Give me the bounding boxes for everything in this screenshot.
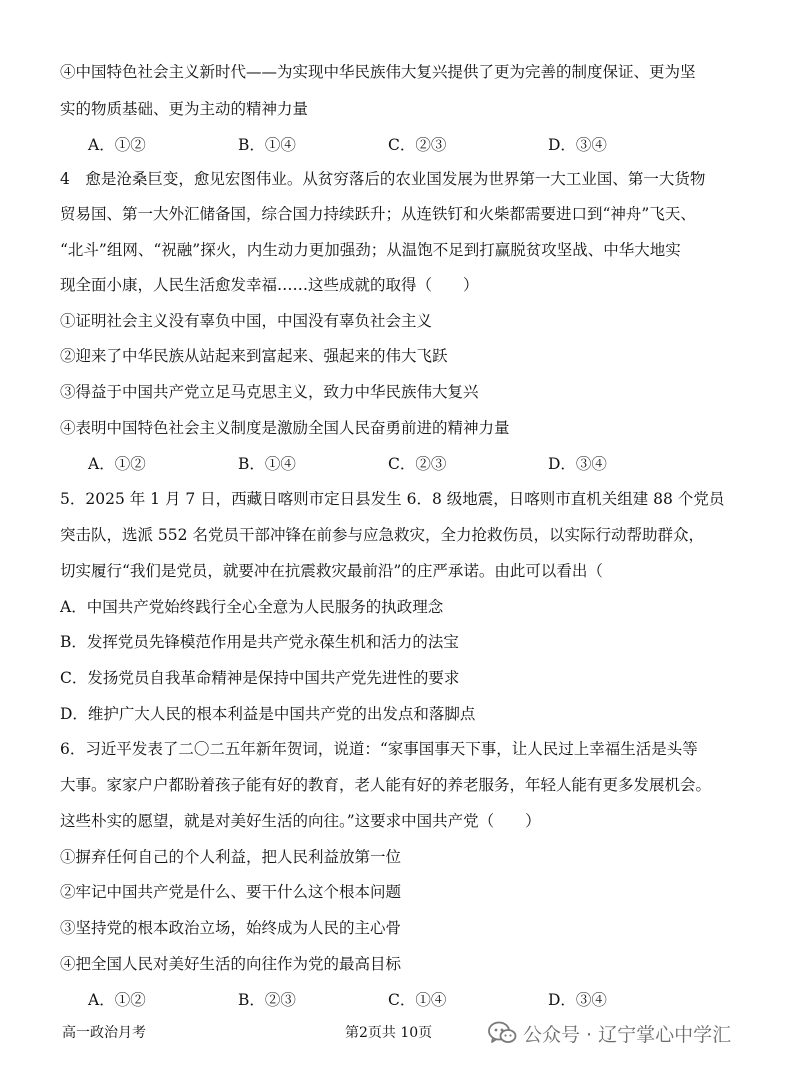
q3-choice-c: C．②③ [388, 136, 447, 154]
q6-stem-line-3: 这些朴实的愿望，就是对美好生活的向往。”这要求中国共产党（ ） [60, 812, 541, 830]
wechat-watermark [487, 1016, 772, 1050]
q4-option-4: ④表明中国特色社会主义制度是激励全国人民奋勇前进的精神力量 [60, 419, 510, 437]
q4-stem-line-2: 贸易国、第一大外汇储备国，综合国力持续跃升；从连铁钉和火柴都需要进口到“神舟”飞天、 [60, 205, 696, 223]
q4-stem-line-1: 4 愈是沧桑巨变，愈见宏图伟业。从贫穷落后的农业国发展为世界第一大工业国、第一大货物 [60, 170, 706, 188]
q3-choice-a: A．①② [88, 136, 146, 154]
q5-option-a: A．中国共产党始终践行全心全意为人民服务的执政理念 [60, 598, 444, 616]
q3-option-4-line-1: ④中国特色社会主义新时代——为实现中华民族伟大复兴提供了更为完善的制度保证、更为坚 [60, 63, 696, 81]
q4-stem-line-3: “北斗”组网、“祝融”探火，内生动力更加强劲；从温饱不足到打赢脱贫攻坚战、中华大地实 [60, 241, 681, 259]
q5-stem-line-2: 突击队，选派 552 名党员干部冲锋在前参与应急救灾，全力抢救伤员，以实际行动帮助群众， [60, 526, 704, 544]
q4-choice-d: D．③④ [548, 455, 607, 473]
watermark-text: 公众号 · 辽宁掌心中学汇 [523, 1023, 732, 1046]
q5-option-d: D．维护广大人民的根本利益是中国共产党的出发点和落脚点 [60, 705, 476, 723]
q5-option-c: C．发扬党员自我革命精神是保持中国共产党先进性的要求 [60, 669, 460, 687]
footer-page-number: 第2页共 10页 [345, 1025, 433, 1041]
q5-option-b: B．发挥党员先锋模范作用是共产党永葆生机和活力的法宝 [60, 633, 459, 651]
q6-choice-b: B．②③ [238, 991, 296, 1009]
q6-option-3: ③坚持党的根本政治立场，始终成为人民的主心骨 [60, 919, 402, 937]
q3-option-4-line-2: 实的物质基础、更为主动的精神力量 [60, 100, 309, 118]
q4-option-3: ③得益于中国共产党立足马克思主义，致力中华民族伟大复兴 [60, 383, 479, 401]
q6-stem-line-2: 大事。家家户户都盼着孩子能有好的教育，老人能有好的养老服务，年轻人能有更多发展机会。 [60, 776, 712, 794]
q6-choice-c: C．①④ [388, 991, 447, 1009]
q4-choice-a: A．①② [88, 455, 146, 473]
q6-stem-line-1: 6．习近平发表了二〇二五年新年贺词，说道：“家事国事天下事，让人民过上幸福生活是头等 [60, 740, 698, 758]
q3-choices [88, 135, 708, 155]
q4-choice-c: C．②③ [388, 455, 447, 473]
q6-choices [88, 990, 708, 1010]
q4-choice-b: B．①④ [238, 455, 296, 473]
footer-exam-title: 高一政治月考 [62, 1025, 146, 1041]
q6-option-2: ②牢记中国共产党是什么、要干什么这个根本问题 [60, 883, 402, 901]
q6-choice-a: A．①② [88, 991, 146, 1009]
q5-stem-line-1: 5．2025 年 1 月 7 日，西藏日喀则市定日县发生 6．8 级地震，日喀则市直机关组建 88 个党员 [60, 490, 725, 508]
q4-choices [88, 454, 708, 474]
q4-option-2: ②迎来了中华民族从站起来到富起来、强起来的伟大飞跃 [60, 347, 448, 365]
q6-choice-d: D．③④ [548, 991, 607, 1009]
wechat-icon [487, 1020, 517, 1046]
q4-stem-line-4: 现全面小康，人民生活愈发幸福……这些成就的取得（ ） [60, 276, 479, 294]
q6-option-4: ④把全国人民对美好生活的向往作为党的最高目标 [60, 955, 402, 973]
q4-option-1: ①证明社会主义没有辜负中国，中国没有辜负社会主义 [60, 312, 433, 330]
q6-option-1: ①摒弃任何自己的个人利益，把人民利益放第一位 [60, 848, 402, 866]
q3-choice-d: D．③④ [548, 136, 607, 154]
q5-stem-line-3: 切实履行“我们是党员，就要冲在抗震救灾最前沿”的庄严承诺。由此可以看出（ [60, 562, 603, 580]
q3-choice-b: B．①④ [238, 136, 296, 154]
